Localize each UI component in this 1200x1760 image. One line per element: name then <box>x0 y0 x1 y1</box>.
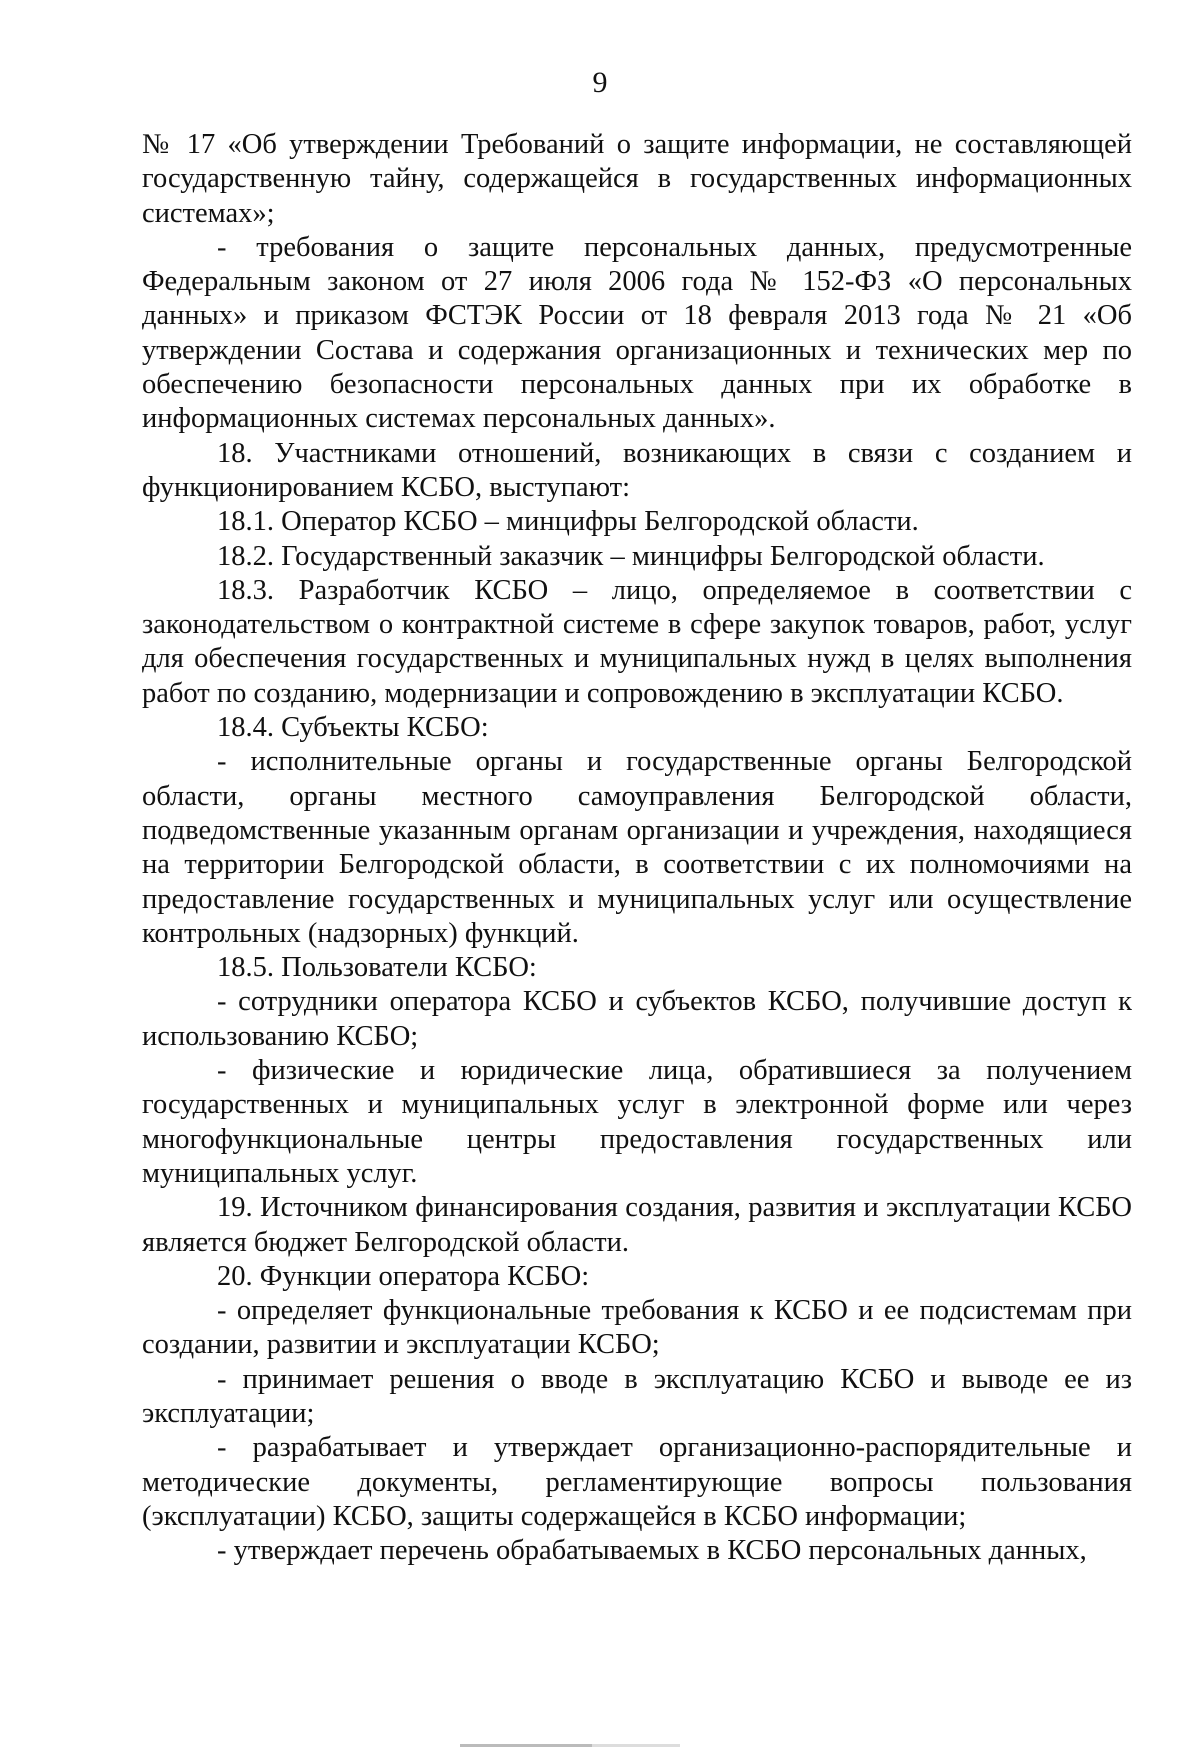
paragraph: 18.2. Государственный заказчик – минцифры Белгородской области. <box>217 540 1045 572</box>
paragraph: - требования о защите персональных данных, предусмотренные Федеральным законом от 27 июля 2006 года № 152-ФЗ «О персональных данных» и приказом ФСТЭК России от 18 февраля 2013 года № 21 «Об утверждении Состава и содержания организационных и технических мер по обеспечению безопасности персональных данных при их обработке в информационных системах персональных данных». <box>142 231 1132 435</box>
paragraph: - исполнительные органы и государственные органы Белгородской области, органы местного самоуправления Белгородской области, подведомственные указанным органам организации и учреждения, находящиеся на территории Белгородской области, в соответствии с их полномочиями на предоставление государственных и муниципальных услуг или осуществление контрольных (надзорных) функций. <box>142 746 1132 949</box>
paragraph: № 17 «Об утверждении Требований о защите информации, не составляющей государственную тайну, содержащейся в государственных информационных системах»; <box>142 129 1132 229</box>
paragraph: - разрабатывает и утверждает организационно-распорядительные и методические документы, регламентирующие вопросы пользования (эксплуатации) КСБО, защиты содержащейся в КСБО информации; <box>142 1432 1132 1532</box>
paragraph: - определяет функциональные требования к КСБО и ее подсистемам при создании, развитии и эксплуатации КСБО; <box>142 1295 1132 1361</box>
paragraph: 18.5. Пользователи КСБО: <box>217 952 537 984</box>
scan-edge-mark <box>460 1744 680 1747</box>
paragraph: - принимает решения о вводе в эксплуатацию КСБО и выводе ее из эксплуатации; <box>142 1363 1132 1429</box>
paragraph: 20. Функции оператора КСБО: <box>217 1260 590 1292</box>
page-number: 9 <box>592 66 608 99</box>
paragraph: 18.1. Оператор КСБО – минцифры Белгородской области. <box>217 506 919 538</box>
paragraph: - утверждает перечень обрабатываемых в КСБО персональных данных, <box>217 1535 1087 1567</box>
paragraph: - сотрудники оператора КСБО и субъектов КСБО, получившие доступ к использованию КСБО; <box>142 986 1132 1052</box>
paragraph: 18.3. Разработчик КСБО – лицо, определяемое в соответствии с законодательством о контрактной системе в сфере закупок товаров, работ, услуг для обеспечения государственных и муниципальных нужд в целях выполнения работ по созданию, модернизации и сопровождению в эксплуатации КСБО. <box>142 574 1132 709</box>
document-body <box>142 128 1132 1568</box>
paragraph: 18.4. Субъекты КСБО: <box>217 712 489 744</box>
paragraph: 19. Источником финансирования создания, развития и эксплуатации КСБО является бюджет Белгородской области. <box>142 1192 1132 1258</box>
paragraph: 18. Участниками отношений, возникающих в связи с созданием и функционированием КСБО, выступают: <box>142 437 1132 503</box>
paragraph: - физические и юридические лица, обратившиеся за получением государственных и муниципальных услуг в электронной форме или через многофункциональные центры предоставления государственных или муниципальных услуг. <box>142 1055 1132 1189</box>
